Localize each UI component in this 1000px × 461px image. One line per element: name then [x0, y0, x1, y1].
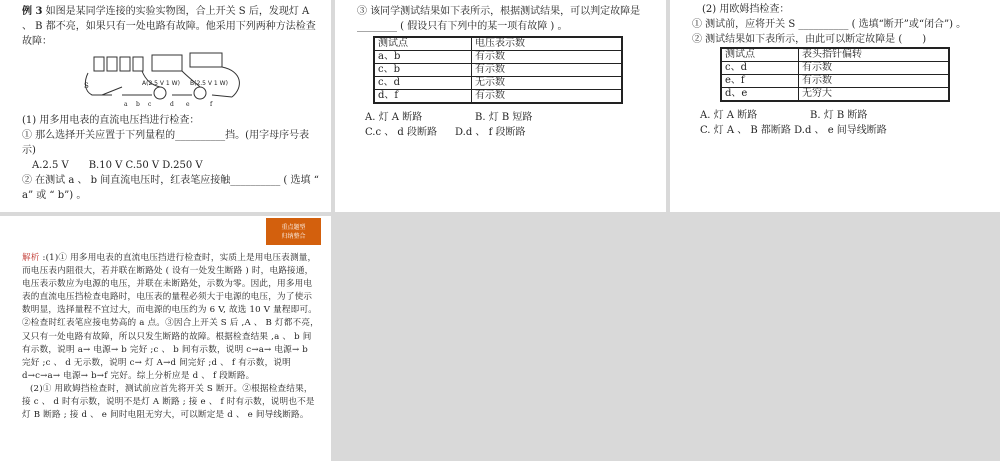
option-b: B. 灯 B 短路	[475, 112, 533, 123]
switch-lever	[102, 87, 122, 95]
node-d-label: d	[170, 101, 174, 108]
q1-part1: ① 那么选择开关应置于下列量程的__________挡。(用字母序号表示)	[22, 130, 310, 156]
analysis-text	[22, 224, 321, 422]
analysis-paragraph-1: 解析 :(1)① 用多用电表的直流电压挡进行检查时，实质上是用电压表测量，而电压表内阻很大，若并联在断路处 ( 设有一处发生断路 ) 时，电路接通，电压表示数应为电源的电压，并联在未断路处，示数为零。因此，用多用电表的直流电压挡检查电路时，电压表的量程必须大于电源的电压，为了使示数明显，选择量程不宜过大，而电源的电压约为 6 V, 故选 10 V 量程即可。②检查时红表笔应接电势高的 a 点。③因合上开关 S 后 ,A 、 B 灯都不亮，又只有一处电路有故障，所以只发生断路的故障。根据检查结果 ,a 、 b 间有示数，说明 a→ 电源→ b 完好 ;c 、 b 间有示数，说明 c→a→ 电源→ b 完好 ;c 、 d 无示数，说明 c→ 灯 A→d 间完好 ;d 、 f 有示数，说明 d→c→a→ 电源→ b→f 完好。综上分析应是 d 、 f 段断路。	[22, 253, 319, 381]
node-c-label: c	[148, 101, 152, 108]
example-label: 例 3	[22, 6, 43, 17]
options-row-1	[365, 110, 658, 125]
rheostat	[152, 55, 182, 71]
options-row-1	[700, 108, 992, 123]
q2-title: (2) 用欧姆挡检查：	[702, 4, 790, 15]
table-row: d、f 有示数	[374, 90, 622, 104]
table-row: c、b 有示数	[374, 64, 622, 77]
q1-title: (1) 用多用电表的直流电压挡进行检查：	[22, 115, 200, 126]
option-c: C.c 、 d 段断路	[365, 127, 438, 138]
table-header: 测试点	[721, 48, 799, 62]
battery-cell	[107, 57, 117, 71]
question-panel-1	[0, 0, 331, 212]
options-row-2	[365, 125, 658, 140]
option-b: B. 灯 B 断路	[810, 110, 868, 121]
q1-part1-options: A.2.5 V B.10 V C.50 V D.250 V	[32, 160, 203, 171]
table-row: c、d 无示数	[374, 77, 622, 90]
table-row: e、f 有示数	[721, 75, 949, 88]
options-row-2	[700, 123, 992, 138]
section-badge: 重点题型 归纳整合	[266, 218, 321, 245]
problem-intro: 例 3 如图是某同学连接的实验实物图，合上开关 S 后，发现灯 A 、 B 都不亮，如果只有一处电路有故障。他采用下列两种方法检查故障：	[22, 6, 316, 47]
analysis-label: 解析	[22, 253, 40, 263]
question-panel-3	[670, 0, 1000, 212]
battery-cell	[94, 57, 104, 71]
node-f-label: f	[210, 101, 213, 108]
node-a-label: a	[124, 101, 128, 108]
voltage-test-table	[373, 36, 623, 104]
table-header-row	[374, 37, 622, 51]
analysis-paragraph-2: (2)① 用欧姆挡检查时，测试前应首先将开关 S 断开。②根据检查结果，接 c 、 d 时有示数，说明不是灯 A 断路 ; 接 e 、 f 时有示数，说明也不是灯 B 断路 ; 接 d 、 e 间时电阻无穷大，可以断定是 d 、 e 间导线断路。	[22, 383, 315, 421]
switch-label: S	[84, 82, 89, 90]
empty-area	[335, 216, 1000, 461]
q2-part1: ① 测试前，应将开关 S __________ ( 选填“断开”或“闭合”) 。	[692, 19, 967, 30]
node-b-label: b	[136, 101, 140, 108]
table-row: d、e 无穷大	[721, 88, 949, 102]
table-header-row	[721, 48, 949, 62]
table-header: 电压表示数	[472, 37, 623, 51]
ohm-test-table	[720, 47, 950, 102]
node-e-label: e	[186, 101, 190, 108]
circuit-diagram	[82, 51, 252, 109]
lamp-a-label: A(2.5 V 1 W)	[142, 80, 180, 87]
question-panel-2	[335, 0, 666, 212]
option-a: A. 灯 A 断路	[365, 112, 423, 123]
analysis-panel	[0, 216, 331, 461]
battery-cell	[133, 57, 143, 71]
table-row: a、b 有示数	[374, 51, 622, 64]
table-header: 表头指针偏转	[799, 48, 950, 62]
table-row: c、d 有示数	[721, 62, 949, 75]
wire	[85, 73, 112, 95]
table-header: 测试点	[374, 37, 472, 51]
option-a: A. 灯 A 断路	[700, 110, 758, 121]
q1-part2: ② 在测试 a 、 b 间直流电压时，红表笔应接触__________ ( 选填 “ a” 或 “ b”) 。	[22, 175, 319, 201]
resistor-box	[190, 53, 222, 67]
option-c-d: C. 灯 A 、 B 都断路 D.d 、 e 间导线断路	[700, 125, 887, 136]
battery-cell	[120, 57, 130, 71]
q1-part3: ③ 该同学测试结果如下表所示，根据测试结果，可以判定故障是________ ( 假设只有下列中的某一项有故障 ) 。	[357, 6, 641, 32]
lamp-b-label: B(2.5 V 1 W)	[190, 80, 228, 87]
option-d: D.d 、 f 段断路	[455, 127, 526, 138]
q2-part2: ② 测试结果如下表所示，由此可以断定故障是 ( )	[692, 34, 927, 45]
